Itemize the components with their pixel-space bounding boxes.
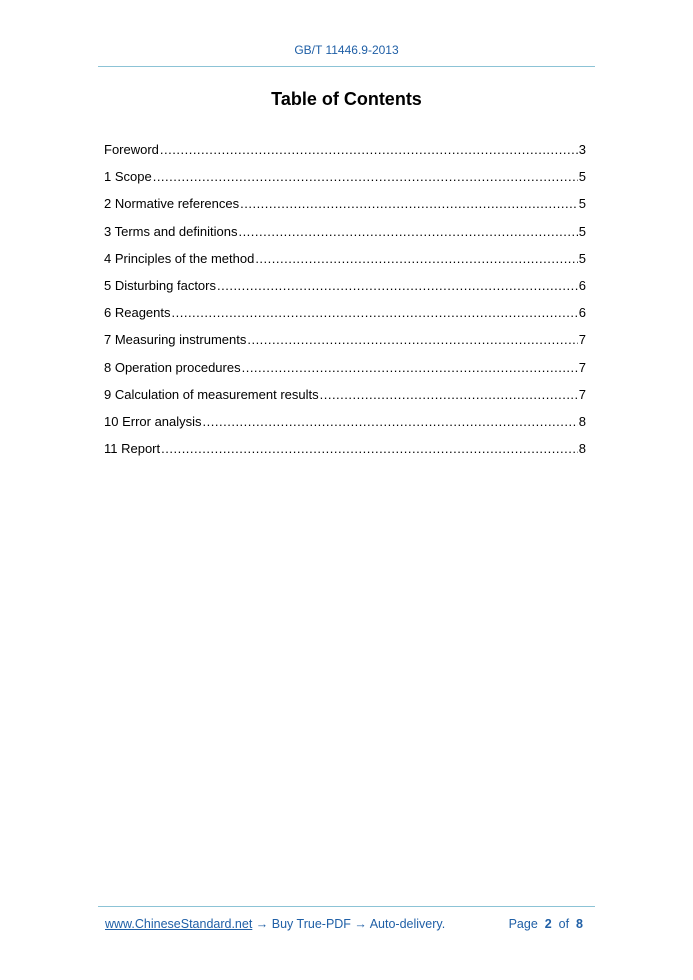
- toc-entry-page: 6: [578, 277, 586, 293]
- toc-entry-label: 3 Terms and definitions: [104, 223, 238, 239]
- toc-entry-label: 10 Error analysis: [104, 413, 202, 429]
- toc-entry-measuring-instruments[interactable]: [104, 331, 586, 358]
- page-footer: [105, 917, 583, 933]
- current-page-number: 2: [544, 917, 552, 931]
- toc-entry-operation-procedures[interactable]: [104, 359, 586, 386]
- toc-entry-label: 11 Report: [104, 441, 161, 457]
- toc-entry-label: 9 Calculation of measurement results: [104, 386, 319, 402]
- toc-entry-page: 5: [578, 169, 586, 185]
- toc-leader-dots: [240, 195, 578, 213]
- page-header-code: GB/T 11446.9-2013: [294, 43, 399, 57]
- toc-leader-dots: [255, 250, 577, 268]
- toc-leader-dots: [320, 386, 578, 404]
- toc-leader-dots: [172, 304, 578, 322]
- toc-entry-page: 5: [578, 223, 586, 239]
- toc-entry-report[interactable]: [104, 440, 586, 467]
- page-word: Page: [508, 917, 538, 931]
- toc-leader-dots: [161, 440, 578, 458]
- page-number-indicator: [509, 917, 583, 931]
- toc-leader-dots: [217, 277, 578, 295]
- toc-entry-label: 5 Disturbing factors: [104, 277, 216, 293]
- total-pages-number: 8: [576, 917, 583, 931]
- footer-left: [105, 917, 445, 931]
- footer-divider: [98, 906, 595, 907]
- toc-entry-calculation-of-measurement-results[interactable]: [104, 386, 586, 413]
- toc-leader-dots: [203, 413, 578, 431]
- toc-entry-normative-references[interactable]: [104, 195, 586, 222]
- toc-entry-scope[interactable]: [104, 168, 586, 195]
- toc-entry-page: 5: [578, 196, 586, 212]
- footer-tagline: → Buy True-PDF → Auto-delivery.: [252, 917, 446, 931]
- toc-entry-page: 7: [578, 332, 586, 348]
- toc-entry-page: 7: [578, 386, 586, 402]
- footer-site-link[interactable]: www.ChineseStandard.net: [105, 917, 253, 931]
- toc-entry-label: 1 Scope: [104, 169, 152, 185]
- toc-entry-label: 7 Measuring instruments: [104, 332, 247, 348]
- toc-entry-page: 8: [578, 413, 586, 429]
- header-divider: [98, 66, 595, 67]
- of-word: of: [558, 917, 570, 931]
- toc-list: [104, 141, 586, 467]
- toc-entry-reagents[interactable]: [104, 304, 586, 331]
- toc-entry-label: 8 Operation procedures: [104, 359, 241, 375]
- toc-entry-terms-and-definitions[interactable]: [104, 223, 586, 250]
- toc-entry-label: 4 Principles of the method: [104, 250, 255, 266]
- toc-entry-foreword[interactable]: [104, 141, 586, 168]
- toc-entry-page: 3: [578, 142, 586, 157]
- toc-leader-dots: [160, 141, 578, 159]
- toc-leader-dots: [242, 359, 578, 377]
- toc-entry-disturbing-factors[interactable]: [104, 277, 586, 304]
- toc-entry-page: 7: [578, 359, 586, 375]
- toc-entry-label: 6 Reagents: [104, 305, 171, 321]
- toc-leader-dots: [238, 223, 577, 241]
- toc-entry-principles-of-the-method[interactable]: [104, 250, 586, 277]
- toc-entry-error-analysis[interactable]: [104, 413, 586, 440]
- toc-entry-page: 6: [578, 305, 586, 321]
- toc-entry-page: 8: [578, 441, 586, 457]
- toc-entry-label: Foreword: [104, 142, 159, 157]
- toc-leader-dots: [247, 331, 577, 349]
- toc-title: Table of Contents: [271, 89, 422, 109]
- toc-leader-dots: [153, 168, 578, 186]
- toc-entry-page: 5: [578, 250, 586, 266]
- toc-entry-label: 2 Normative references: [104, 196, 240, 212]
